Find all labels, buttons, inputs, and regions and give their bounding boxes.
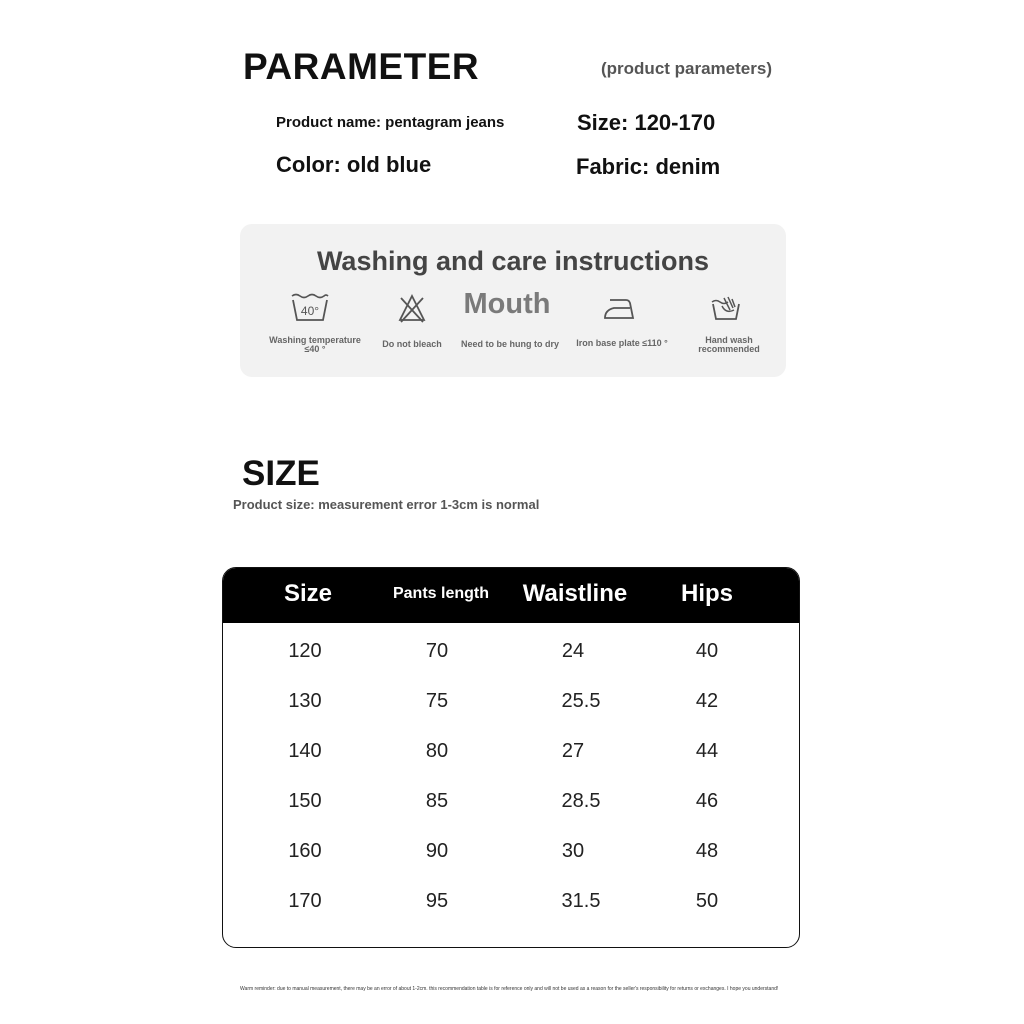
care-title: Washing and care instructions: [316, 246, 710, 276]
cell-waistline: 25.5: [561, 690, 601, 712]
product-color: Color: old blue: [276, 152, 432, 177]
cell-waistline: 31.5: [561, 890, 601, 912]
header-pants-length: Pants length: [392, 585, 489, 602]
cell-pants-length: 90: [425, 840, 449, 862]
care-label-hand-wash-line1: Hand wash: [705, 335, 753, 345]
cell-waistline: 27: [561, 740, 585, 762]
cell-size: 120: [288, 640, 322, 662]
footer-warm-reminder: Warm reminder: due to manual measurement, there may be an error of about 1-2cm. this recommendation table is for reference only and will not be used as a reason for the seller's responsibility for returns or exchanges. I hope you understand!: [240, 986, 779, 992]
cell-size: 160: [288, 840, 322, 862]
parameter-subtitle: (product parameters): [601, 59, 772, 78]
cell-hips: 44: [695, 740, 719, 762]
cell-size: 150: [288, 790, 322, 812]
hand-wash-icon: [710, 294, 742, 327]
cell-waistline: 28.5: [561, 790, 601, 812]
cell-size: 140: [288, 740, 322, 762]
care-label-hand-wash-line2: recommended: [698, 344, 760, 354]
cell-waistline: 30: [561, 840, 585, 862]
care-label-wash: [264, 336, 366, 354]
cell-pants-length: 70: [425, 640, 449, 662]
care-label-iron: Iron base plate ≤110 °: [576, 338, 668, 348]
size-note: Product size: measurement error 1-3cm is normal: [233, 497, 540, 512]
cell-hips: 40: [695, 640, 719, 662]
cell-pants-length: 85: [425, 790, 449, 812]
care-label-wash-line1: Washing temperature: [269, 335, 361, 345]
wash-40-icon: [290, 292, 330, 329]
header-waistline: Waistline: [522, 580, 628, 607]
header-hips: Hips: [680, 580, 733, 607]
care-label-hang-dry: Need to be hung to dry: [461, 339, 559, 349]
care-label-hand-wash: [690, 336, 768, 354]
iron-icon: [602, 294, 636, 327]
cell-hips: 42: [695, 690, 719, 712]
cell-hips: 46: [695, 790, 719, 812]
header-size: Size: [283, 580, 333, 607]
cell-waistline: 24: [561, 640, 585, 662]
product-name: Product name: pentagram jeans: [276, 114, 505, 131]
cell-size: 170: [288, 890, 322, 912]
no-bleach-icon: [397, 292, 427, 329]
care-label-wash-line2: ≤40 °: [304, 344, 326, 354]
cell-pants-length: 95: [425, 890, 449, 912]
wash-temp-text: 40°: [300, 304, 320, 318]
care-label-bleach: Do not bleach: [382, 339, 442, 349]
cell-size: 130: [288, 690, 322, 712]
cell-hips: 48: [695, 840, 719, 862]
cell-pants-length: 80: [425, 740, 449, 762]
parameter-title: PARAMETER: [243, 46, 480, 87]
cell-pants-length: 75: [425, 690, 449, 712]
product-size-range: Size: 120-170: [577, 110, 716, 135]
cell-hips: 50: [695, 890, 719, 912]
care-mouth-text: Mouth: [463, 288, 551, 320]
size-table: [222, 567, 800, 948]
size-table-header: [223, 568, 799, 623]
product-fabric: Fabric: denim: [576, 154, 721, 179]
size-title: SIZE: [242, 454, 320, 493]
